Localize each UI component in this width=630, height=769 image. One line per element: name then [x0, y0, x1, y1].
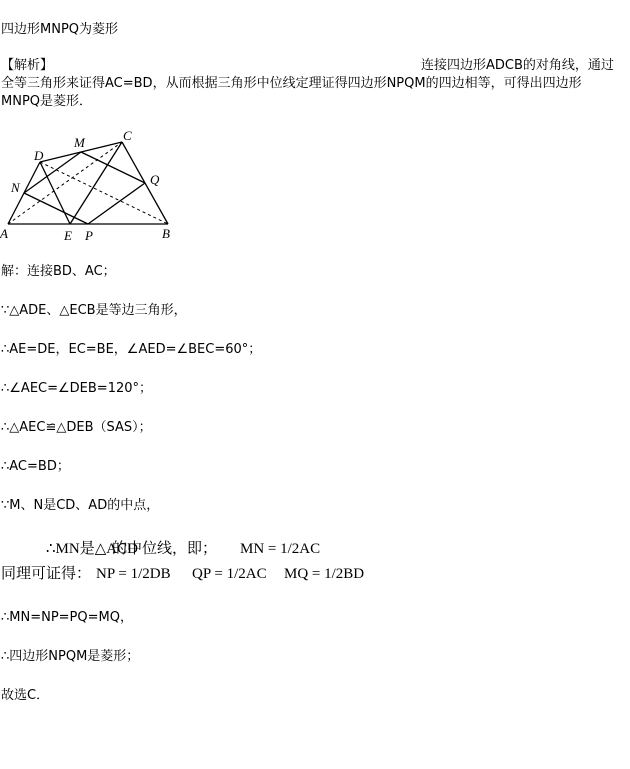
solution-step-5: ∴△AEC≌△DEB（SAS）； — [1, 420, 152, 435]
label-d: D — [34, 148, 44, 163]
label-e: E — [64, 228, 72, 243]
solution-step-9-lead: 同理可证得： — [1, 566, 92, 582]
analysis-tag: 【解析】 — [1, 58, 54, 73]
label-p: P — [85, 228, 93, 243]
solution-step-3: ∴AE=DE，EC=BE，∠AED=∠BEC=60°； — [1, 342, 262, 357]
label-c: C — [123, 128, 132, 143]
analysis-line-2: 全等三角形来证得AC=BD，从而根据三角形中位线定理证得四边形NPQM的四边相等，可得出四边形 — [1, 76, 582, 91]
label-b: B — [162, 226, 170, 241]
analysis-line-1: 连接四边形ADCB的对角线，通过 — [421, 58, 614, 73]
analysis-line-3: MNPQ是菱形． — [1, 94, 93, 109]
problem-heading: 四边形MNPQ为菱形 — [1, 22, 119, 37]
formula-np: NP = 1/2DB — [96, 566, 171, 582]
solution-step-11: ∴四边形NPQM是菱形； — [1, 649, 140, 664]
solution-step-10: ∴MN=NP=PQ=MQ， — [1, 610, 133, 625]
formula-mq: MQ = 1/2BD — [284, 566, 365, 582]
solution-step-8-conclusion: ∴MN是△ACD — [46, 541, 138, 557]
solution-step-7: ∵M、N是CD、AD的中点， — [1, 498, 160, 513]
formula-qp: QP = 1/2AC — [192, 566, 267, 582]
solution-answer: 故选C． — [1, 688, 50, 703]
solution-step-6: ∴AC=BD； — [1, 459, 70, 474]
label-q: Q — [150, 172, 160, 187]
label-n: N — [11, 180, 20, 195]
formula-mn: MN = 1/2AC — [240, 541, 321, 557]
geometry-figure — [0, 128, 200, 246]
solution-step-2: ∵△ADE、△ECB是等边三角形， — [1, 303, 187, 318]
solution-step-8-reason: 的中位线，即； — [112, 541, 218, 557]
solution-step-1: 解：连接BD、AC； — [1, 264, 116, 279]
label-m: M — [74, 135, 85, 150]
solution-step-4: ∴∠AEC=∠DEB=120°； — [1, 381, 153, 396]
label-a: A — [0, 226, 8, 241]
